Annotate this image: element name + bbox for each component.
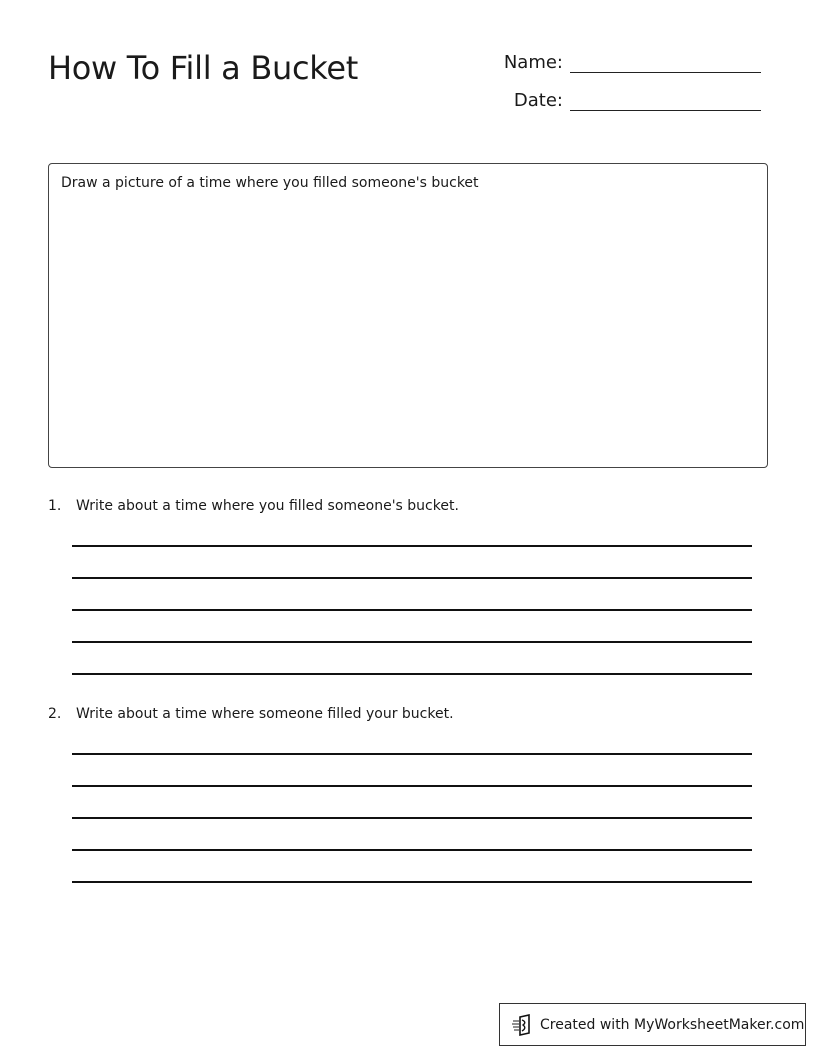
answer-line[interactable] <box>72 817 752 819</box>
footer-credit-badge <box>499 1003 806 1046</box>
question-2 <box>48 705 454 723</box>
question-text: Write about a time where someone filled your bucket. <box>76 706 454 722</box>
answer-line[interactable] <box>72 609 752 611</box>
answer-line[interactable] <box>72 881 752 883</box>
answer-line[interactable] <box>72 577 752 579</box>
question-text: Write about a time where you filled someone's bucket. <box>76 498 459 514</box>
name-line[interactable] <box>570 72 761 73</box>
answer-line[interactable] <box>72 849 752 851</box>
drawing-prompt: Draw a picture of a time where you filled someone's bucket <box>61 175 479 191</box>
myworksheetmaker-logo-icon <box>512 1014 534 1036</box>
answer-line[interactable] <box>72 785 752 787</box>
date-field <box>500 90 761 112</box>
name-field <box>500 52 761 74</box>
question-1 <box>48 497 459 515</box>
drawing-box[interactable] <box>48 163 768 468</box>
answer-line[interactable] <box>72 753 752 755</box>
answer-line[interactable] <box>72 673 752 675</box>
date-label: Date: <box>513 90 563 111</box>
worksheet-title: How To Fill a Bucket <box>48 49 359 87</box>
answer-line[interactable] <box>72 641 752 643</box>
question-number: 2. <box>48 706 62 722</box>
footer-credit-text: Created with MyWorksheetMaker.com <box>540 1016 805 1033</box>
answer-line[interactable] <box>72 545 752 547</box>
name-label: Name: <box>503 52 563 73</box>
date-line[interactable] <box>570 110 761 111</box>
question-number: 1. <box>48 498 62 514</box>
